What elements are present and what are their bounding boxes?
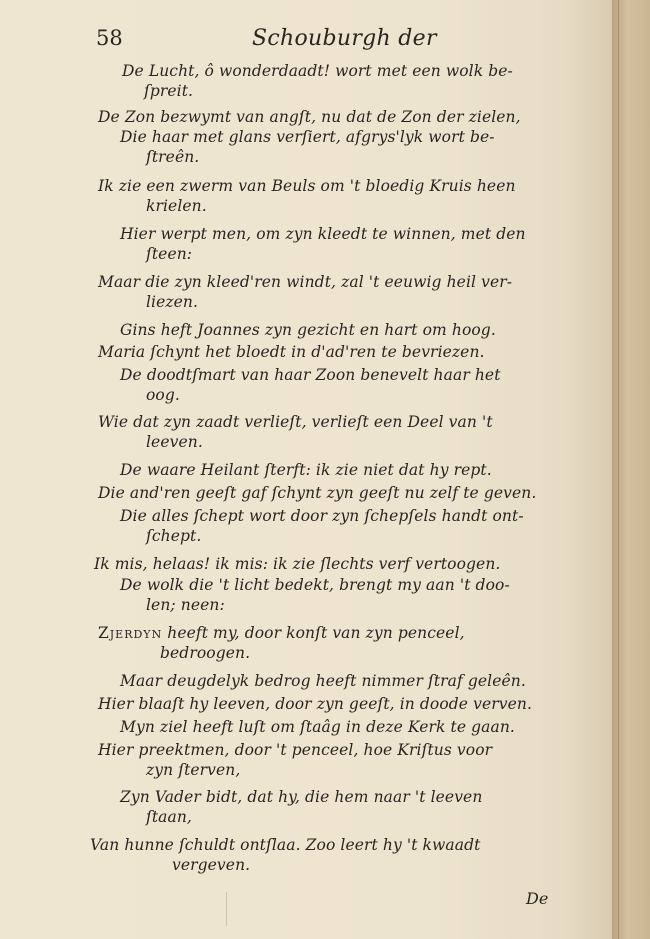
page-number: 58 — [96, 26, 123, 50]
poem-line: krielen. — [146, 197, 207, 215]
poem-line: len; neen: — [146, 596, 225, 614]
poem-line — [98, 623, 465, 643]
poem-line: Hier preektmen, door 't penceel, hoe Kriſtus voor — [98, 741, 493, 759]
poem-line: Zyn Vader bidt, dat hy, die hem naar 't leeven — [120, 788, 483, 806]
poem-line-continuation: heeft my, door konſt van zyn penceel, — [167, 624, 465, 642]
poem-line: vergeven. — [172, 856, 251, 874]
poem-line: De wolk die 't licht bedekt, brengt my aan 't doo- — [120, 576, 510, 594]
poem-line: liezen. — [146, 293, 199, 311]
poem-line: ſchept. — [146, 527, 202, 545]
poem-line: Hier werpt men, om zyn kleedt te winnen, met den — [120, 225, 526, 243]
poem-line: Van hunne ſchuldt ontſlaa. Zoo leert hy 't kwaadt — [90, 836, 481, 854]
poem-line: De doodtſmart van haar Zoon benevelt haar het — [120, 366, 501, 384]
page-edge-line — [618, 0, 619, 939]
page-header — [0, 24, 612, 60]
paper-mark — [226, 892, 227, 926]
poem-line: De Lucht, ô wonderdaadt! wort met een wolk be- — [122, 62, 513, 80]
poem-line: ſteen: — [146, 245, 193, 263]
poem-line: Hier blaaſt hy leeven, door zyn geeſt, in doode verven. — [98, 695, 532, 713]
catchword: De — [526, 889, 549, 908]
poem-line: Ik zie een zwerm van Beuls om 't bloedig Kruis heen — [98, 177, 516, 195]
poem-line: De waare Heilant ſterft: ik zie niet dat hy rept. — [120, 461, 492, 479]
poem-line: Maar die zyn kleed'ren windt, zal 't eeuwig heil ver- — [98, 273, 513, 291]
poem-line: Wie dat zyn zaadt verlieſt, verlieſt een Deel van 't — [98, 413, 493, 431]
poem-line: Maria ſchynt het bloedt in d'ad'ren te bevriezen. — [98, 343, 485, 361]
poem-line: Die alles ſchept wort door zyn ſchepſels handt ont- — [120, 507, 524, 525]
poem-line: bedroogen. — [160, 644, 251, 662]
poem-line: ſtaan, — [146, 808, 192, 826]
poem-line: Maar deugdelyk bedrog heeft nimmer ſtraf geleên. — [120, 672, 526, 690]
poem-line: leeven. — [146, 433, 203, 451]
poem-line: Ik mis, helaas! ik mis: ik zie ſlechts verf vertoogen. — [94, 555, 501, 573]
painter-name: Zjerdyn — [98, 624, 163, 642]
poem-line: oog. — [146, 386, 180, 404]
poem-line: ſtreên. — [146, 148, 200, 166]
poem-line: Die and'ren geeſt gaf ſchynt zyn geeſt nu zelf te geven. — [98, 484, 537, 502]
running-title: Schouburgh der — [252, 26, 437, 51]
poem-line: Die haar met glans verſiert, afgrys'lyk wort be- — [120, 128, 495, 146]
poem-line: zyn ſterven, — [146, 761, 241, 779]
poem-line: Myn ziel heeft luſt om ſtaâg in deze Kerk te gaan. — [120, 718, 515, 736]
poem-line: Gins heft Joannes zyn gezicht en hart om hoog. — [120, 321, 496, 339]
poem-line: ſpreit. — [144, 82, 194, 100]
poem-line: De Zon bezwymt van angſt, nu dat de Zon der zielen, — [98, 108, 521, 126]
